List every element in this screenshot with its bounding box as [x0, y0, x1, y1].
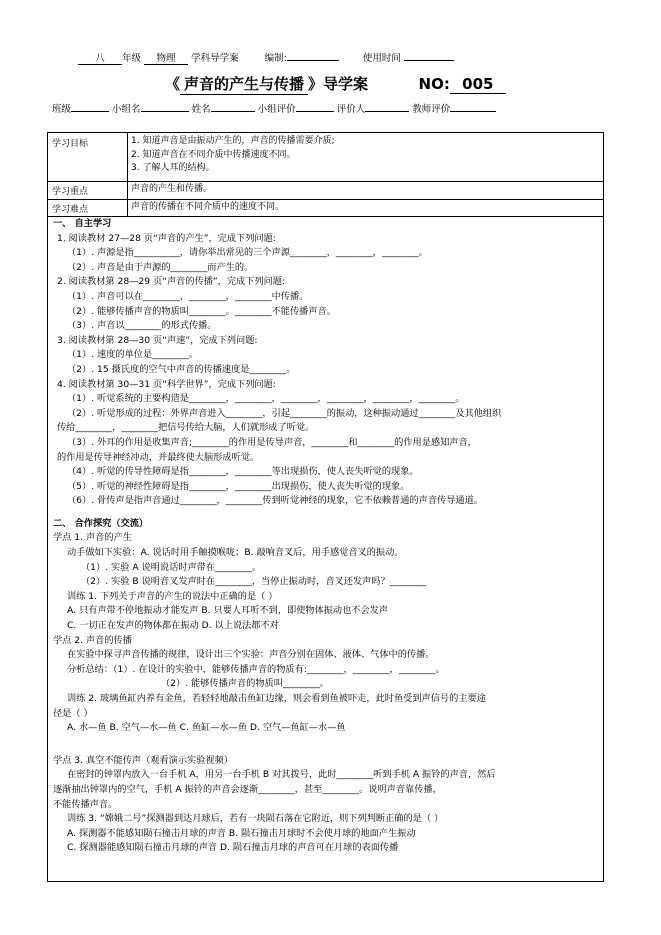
fill-blank-line: （1）. 声音可以在________，________，________中传播。 — [67, 290, 309, 302]
fill-blank-line: （1）. 听觉系统的主要构造是________，________，________，________，________，________。 — [67, 393, 465, 405]
fill-blank-line: （2）. 声音是由于声源的________而产生的。 — [67, 261, 254, 273]
fill-blank-line: （2）. 实验 B 说明音叉发声时在________，当停止振动时，音叉还发声吗？________ — [81, 576, 427, 588]
exercise-options[interactable]: C. 一切正在发声的物体都在振动 D. 以上说法都不对 — [67, 620, 279, 632]
question-heading: 3. 阅读教材第 28—30 页“声速”，完成下列问题: — [57, 334, 258, 346]
fill-blank-line: 分析总结：（1）. 在设计的实验中，能够传播声音的物质有:________，________，________。 — [67, 663, 445, 675]
exercise-options[interactable]: C. 探测器能感知陨石撞击月球的声音 D. 陨石撞击月球的声音可在月球的表面传播 — [67, 842, 399, 854]
exercise-options[interactable]: A. 水—鱼 B. 空气—水—鱼 C. 鱼缸—水—鱼 D. 空气—鱼缸—水—鱼 — [67, 722, 346, 734]
key-point-text: 声音的产生和传播。 — [131, 184, 213, 194]
group-eval-blank[interactable] — [296, 111, 334, 112]
teacher-eval-blank[interactable] — [450, 111, 496, 112]
section-heading: 二、 合作探究（交流） — [53, 517, 149, 529]
fill-blank-line: （1）. 声源是指__________，请你举出常见的三个声源________，________，________。 — [67, 247, 428, 259]
header-line — [0, 50, 661, 65]
exercise-question: 训练 2. 玻璃鱼缸内养有金鱼，若轻轻地敲击鱼缸边缘，则会看到鱼被吓走，此时鱼受到声信号的主要途 — [67, 693, 486, 704]
experiment-text: 逐渐抽出钟罩内的空气，手机 A 振铃的声音会逐渐________，甚至________。说明声音靠传播， — [53, 783, 442, 795]
key-point-label: 学习重点 — [52, 187, 89, 197]
fill-blank-line: 传给________，________把信号传给大脑，人们就形成了听觉。 — [57, 422, 315, 434]
section-heading: 一、 自主学习 — [53, 218, 112, 229]
info-row — [0, 101, 661, 115]
title-close: 》导学案 — [308, 75, 369, 93]
exercise-options[interactable]: A. 探测器不能感知陨石撞击月球的声音 B. 陨石撞击月球时不会使月球的地面产生振动 — [67, 827, 416, 839]
question-heading: 2. 阅读教材第 28—29 页“声音的传播”，完成下列问题: — [57, 276, 286, 288]
study-point-heading: 学点 2. 声音的传播 — [53, 634, 132, 646]
objective-item: 3. 了解人耳的结构。 — [131, 163, 215, 173]
doc-kind: 学科导学案 — [191, 53, 239, 64]
experiment-text: 动手做如下实验：A. 说话时用手触摸喉咙；B. 敲响音叉后，用手感觉音叉的振动。 — [67, 547, 404, 559]
fill-blank-line: （4）. 听觉的传导性障碍是指________，________等出现损伤，使人丧失听觉的现象。 — [67, 466, 419, 478]
fill-blank-line: （3）. 外耳的作用是收集声音;________的作用是传导声音，________和________的作用是感知声音， — [67, 436, 477, 448]
difficulty-text: 声音的传播在不同介质中的速度不同。 — [131, 202, 285, 212]
fill-blank-line: 的作用是传导神经冲动，并最终使大脑形成听觉。 — [57, 451, 260, 463]
info-label-group-eval: 小组评价 — [257, 104, 296, 115]
group-blank[interactable] — [141, 111, 189, 112]
fill-blank-line: （3）. 声音以________的形式传播。 — [67, 320, 217, 332]
experiment-text: 不能传播声音。 — [53, 798, 118, 810]
editor-label: 编制: — [264, 53, 287, 64]
info-label-group: 小组名 — [112, 104, 141, 115]
fill-blank-line: （1）. 实验 A 说明说话时声带在________。 — [81, 561, 261, 573]
question-heading: 1. 阅读教材 27—28 页“声音的产生”，完成下列问题: — [57, 232, 276, 244]
title-open: 《 — [165, 75, 181, 93]
difficulty-row — [48, 199, 603, 217]
subject-value: 物理 — [144, 50, 188, 65]
worksheet-frame — [47, 132, 604, 882]
date-blank[interactable] — [404, 60, 454, 61]
objective-item: 1. 知道声音是由振动产生的，声音的传播需要介质; — [131, 136, 335, 146]
objectives-list — [131, 135, 334, 176]
info-label-teacher-eval: 教师评价 — [412, 104, 451, 115]
exercise-question: 径是（ ） — [53, 707, 93, 719]
objectives-label: 学习目标 — [52, 139, 89, 149]
fill-blank-line: （2）. 能够传播声音的物质叫________。 — [161, 678, 329, 690]
key-point-row — [48, 181, 603, 200]
exercise-question: 训练 3. “嫦娥二号”探测器到达月球后，若有一块陨石落在它附近，则下列判断正确的是（ ） — [67, 813, 444, 825]
info-label-name: 姓名 — [191, 104, 211, 115]
info-label-evaluator: 评价人 — [336, 104, 366, 115]
editor-blank[interactable] — [287, 60, 339, 61]
study-point-heading: 学点 3. 真空不能传声（观看演示实验视频） — [53, 754, 233, 766]
exercise-question: 训练 1. 下列关于声音的产生的说法中正确的是（ ） — [67, 590, 278, 602]
evaluator-blank[interactable] — [365, 111, 409, 112]
study-point-heading: 学点 1. 声音的产生 — [53, 532, 132, 544]
date-label: 使用时间 — [362, 53, 401, 64]
experiment-text: 在密封的钟罩内放入一台手机 A，用另一台手机 B 对其拨号，此时________听到手机 A 振铃的声音，然后 — [67, 769, 496, 781]
experiment-text: 在实验中探寻声音传播的规律，设计出三个实验：声音分别在固体、液体、气体中的传播。 — [67, 649, 435, 661]
title-text: 声音的产生与传播 — [180, 73, 308, 95]
exercise-options[interactable]: A. 只有声带不停地振动才能发声 B. 只要人耳听不到，即使物体振动也不会发声 — [67, 605, 389, 617]
fill-blank-line: （2）. 能够传播声音的物质叫________。________不能传播声音。 — [67, 305, 336, 317]
worksheet-body — [53, 217, 601, 856]
question-heading: 4. 阅读教材第 30—31 页“科学世界”，完成下列问题: — [57, 378, 276, 390]
class-blank[interactable] — [71, 111, 109, 112]
fill-blank-line: （1）. 速度的单位是________。 — [67, 349, 199, 361]
page-title — [0, 73, 661, 95]
no-value: 005 — [450, 75, 506, 94]
no-label: NO: — [418, 75, 450, 93]
name-blank[interactable] — [211, 111, 255, 112]
grade-suffix: 年级 — [122, 53, 142, 64]
fill-blank-line: （5）. 听觉的神经性障碍是指________，________出现损伤，使人丧失听觉的现象。 — [67, 480, 410, 492]
objective-item: 2. 知道声音在不同介质中传播速度不同。 — [131, 149, 296, 160]
fill-blank-line: （2）. 听觉形成的过程：外界声音进入________，引起________的振动，这种振动通过________及其他组织 — [67, 407, 502, 419]
grade-value: 八 — [78, 50, 122, 65]
info-label-class: 班级 — [52, 104, 72, 115]
fill-blank-line: （2）. 15 摄氏度的空气中声音的传播速度是________。 — [67, 363, 296, 375]
objectives-row — [48, 133, 603, 182]
difficulty-label: 学习难点 — [52, 205, 89, 215]
fill-blank-line: （6）. 骨传声是指声音通过________，________传到听觉神经的现象，它不依赖普通的声音传导通道。 — [67, 495, 483, 507]
